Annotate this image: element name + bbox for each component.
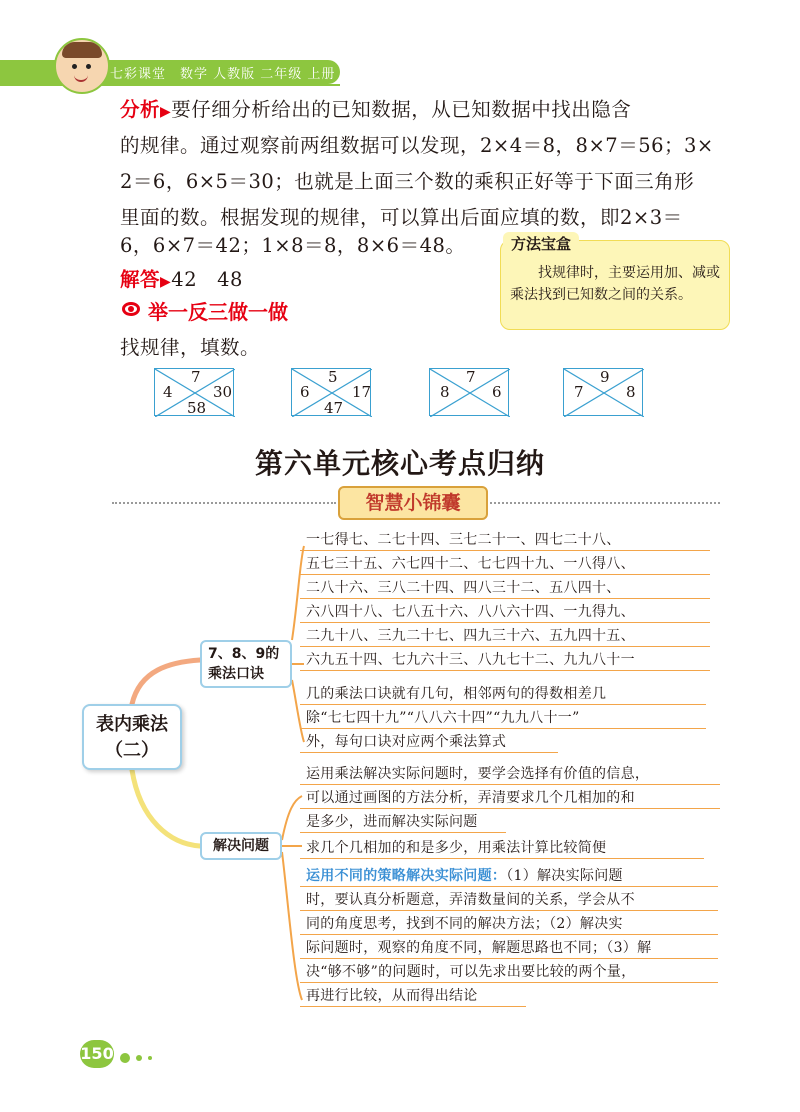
problem-a-2: 可以通过画图的方法分析，弄清要求几个几相加的和 <box>300 788 720 809</box>
box-top-number: 7 <box>466 368 476 386</box>
analysis-text-1: 要仔细分析给出的已知数据，从已知数据中找出隐含 <box>171 98 632 121</box>
unit-title: 第六单元核心考点归纳 <box>254 447 545 480</box>
analysis-line-4: 里面的数。根据发现的规律，可以算出后面应填的数，即2×3＝ <box>120 206 683 229</box>
rhyme-line-3: 二八十六、三八二十四、四八三十二、五八四十、 <box>300 578 710 599</box>
problem-c-1: 运用不同的策略解决实际问题：（1）解决实际问题 <box>300 866 718 887</box>
root-label-line-1: 表内乘法 <box>96 714 168 735</box>
rhyme-note-2: 除“七七四十九”“八八六十四”“九九八十一” <box>300 708 706 729</box>
analysis-line-5: 6，6×7＝42；1×8＝8，8×6＝48。 <box>120 234 466 257</box>
box-bottom-number: 47 <box>324 399 344 417</box>
problem-c-6: 再进行比较，从而得出结论 <box>300 986 526 1007</box>
rhyme-note-1: 几的乘法口诀就有几句，相邻两句的得数相差几 <box>300 684 706 705</box>
rhyme-line-2: 五七三十五、六七四十二、七七四十九、一八得八、 <box>300 554 710 575</box>
decor-dot-icon <box>120 1053 130 1063</box>
decor-dot-icon <box>136 1055 142 1061</box>
analysis-line-2: 的规律。通过观察前两组数据可以发现，2×4＝8，8×7＝56；3× <box>120 134 714 157</box>
problem-c-3: 同的角度思考，找到不同的解决方法；（2）解决实 <box>300 914 718 935</box>
rhyme-note-3: 外，每句口诀对应两个乘法算式 <box>300 732 558 753</box>
box-bottom-number: 58 <box>187 399 207 417</box>
analysis-line-3: 2＝6，6×5＝30；也就是上面三个数的乘积正好等于下面三角形 <box>120 170 695 193</box>
box-right-number: 30 <box>213 383 233 401</box>
box-top-number: 9 <box>600 368 610 386</box>
rhyme-line-1: 一七得七、二七十四、三七二十一、四七二十八、 <box>300 530 710 551</box>
method-box-title: 方法宝盒 <box>503 232 579 255</box>
problem-c-5: 决“够不够”的问题时，可以先求出要比较的两个量， <box>300 962 718 983</box>
rhyme-line-5: 二九十八、三九二十七、四九三十六、五九四十五、 <box>300 626 710 647</box>
strategy-lead: 运用不同的策略解决实际问题： <box>306 868 507 884</box>
root-label-line-2: （二） <box>105 740 159 761</box>
method-box-text: 找规律时，主要运用加、减或乘法找到已知数之间的关系。 <box>510 265 720 303</box>
triangle-arrow-icon: ▶ <box>160 104 172 120</box>
header-title: 七彩课堂 数学 人教版 二年级 上册 <box>110 67 336 82</box>
box-left-number: 7 <box>574 383 584 401</box>
problem-a-1: 运用乘法解决实际问题时，要学会选择有价值的信息， <box>300 764 720 785</box>
box-left-number: 6 <box>300 383 310 401</box>
box-right-number: 8 <box>626 383 636 401</box>
mindmap-root <box>82 704 182 770</box>
box-right-number: 17 <box>352 383 372 401</box>
answer-label: 解答 <box>120 268 161 291</box>
node-multiplication-rhymes: 7、8、9的 乘法口诀 <box>200 640 292 688</box>
analysis-label: 分析 <box>120 98 161 121</box>
wisdom-banner: 智慧小锦囊 <box>338 486 488 520</box>
problem-c-4: 际问题时，观察的角度不同，解题思路也不同；（3）解 <box>300 938 718 959</box>
problem-c-2: 时，要认真分析题意，弄清数量间的关系，学会从不 <box>300 890 718 911</box>
page-number: 150 <box>80 1040 114 1068</box>
box-right-number: 6 <box>492 383 502 401</box>
rhyme-line-6: 六九五十四、七九六十三、八九七十二、九九八十一 <box>300 650 710 671</box>
problem-b: 求几个几相加的和是多少，用乘法计算比较简便 <box>300 838 704 859</box>
practice-title: 举一反三做一做 <box>148 300 288 324</box>
box-left-number: 4 <box>163 383 173 401</box>
rhyme-line-4: 六八四十八、七八五十六、八八六十四、一九得九、 <box>300 602 710 623</box>
practice-prompt: 找规律，填数。 <box>120 336 261 359</box>
decor-dot-icon <box>148 1056 152 1060</box>
box-left-number: 8 <box>440 383 450 401</box>
problem-a-3: 是多少，进而解决实际问题 <box>300 812 506 833</box>
box-top-number: 7 <box>191 368 201 386</box>
answer-value: 42 48 <box>171 268 243 291</box>
node-problem-solving: 解决问题 <box>200 832 282 860</box>
triangle-arrow-icon: ▶ <box>160 274 172 290</box>
box-top-number: 5 <box>328 368 338 386</box>
